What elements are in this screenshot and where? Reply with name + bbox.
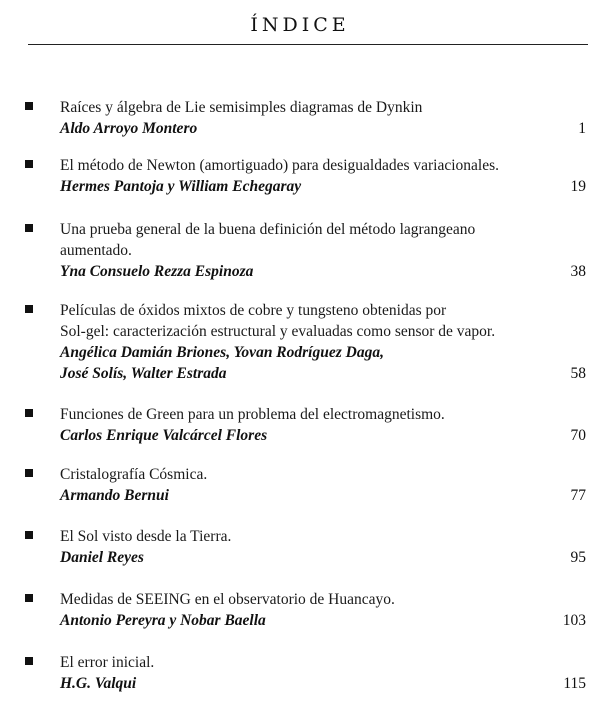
entry-page-number: 103 [562,612,586,629]
entry-page-number: 95 [570,549,586,566]
toc-entry [0,97,600,139]
entry-page-number: 58 [570,365,586,382]
page-title: ÍNDICE [250,14,350,36]
entry-title: El método de Newton (amortiguado) para desigualdades variacionales. [60,157,500,174]
entry-authors: Aldo Arroyo Montero [60,120,198,137]
bullet-icon [25,224,33,232]
entry-title: Raíces y álgebra de Lie semisimples diagramas de Dynkin [60,99,423,116]
toc-entry [0,464,600,506]
bullet-icon [25,102,33,110]
entry-authors: Daniel Reyes [60,549,144,566]
bullet-icon [25,305,33,313]
entry-page-number: 70 [570,427,586,444]
toc-entry [0,155,600,197]
bullet-icon [25,469,33,477]
entry-page-number: 77 [570,487,586,504]
toc-entry [0,219,600,282]
entry-page-number: 19 [570,178,586,195]
entry-authors: Armando Bernui [60,487,169,504]
entry-title: Cristalografía Cósmica. [60,466,208,483]
title-rule [28,44,588,45]
entry-page-number: 115 [563,675,586,692]
entry-title: Películas de óxidos mixtos de cobre y tungsteno obtenidas por Sol-gel: caracterización estructural y evaluadas como sensor de vapor. [60,302,496,340]
entry-title: El error inicial. [60,654,155,671]
entry-title: Una prueba general de la buena definición del método lagrangeano aumentado. [60,221,476,259]
entry-authors: Hermes Pantoja y William Echegaray [60,178,302,195]
bullet-icon [25,657,33,665]
entry-title: Medidas de SEEING en el observatorio de Huancayo. [60,591,395,608]
entry-authors: Carlos Enrique Valcárcel Flores [60,427,268,444]
bullet-icon [25,531,33,539]
entry-page-number: 1 [578,120,586,137]
entry-authors: Yna Consuelo Rezza Espinoza [60,263,254,280]
toc-entry [0,589,600,631]
toc-entry [0,526,600,568]
entry-authors: H.G. Valqui [60,675,137,692]
entry-authors: Antonio Pereyra y Nobar Baella [60,612,266,629]
entry-page-number: 38 [570,263,586,280]
toc-entry [0,300,600,384]
toc-entry [0,404,600,446]
bullet-icon [25,594,33,602]
entry-title: El Sol visto desde la Tierra. [60,528,232,545]
bullet-icon [25,160,33,168]
entry-title: Funciones de Green para un problema del electromagnetismo. [60,406,445,423]
entry-authors: Angélica Damián Briones, Yovan Rodríguez Daga, José Solís, Walter Estrada [60,344,384,382]
toc-entry [0,652,600,694]
bullet-icon [25,409,33,417]
